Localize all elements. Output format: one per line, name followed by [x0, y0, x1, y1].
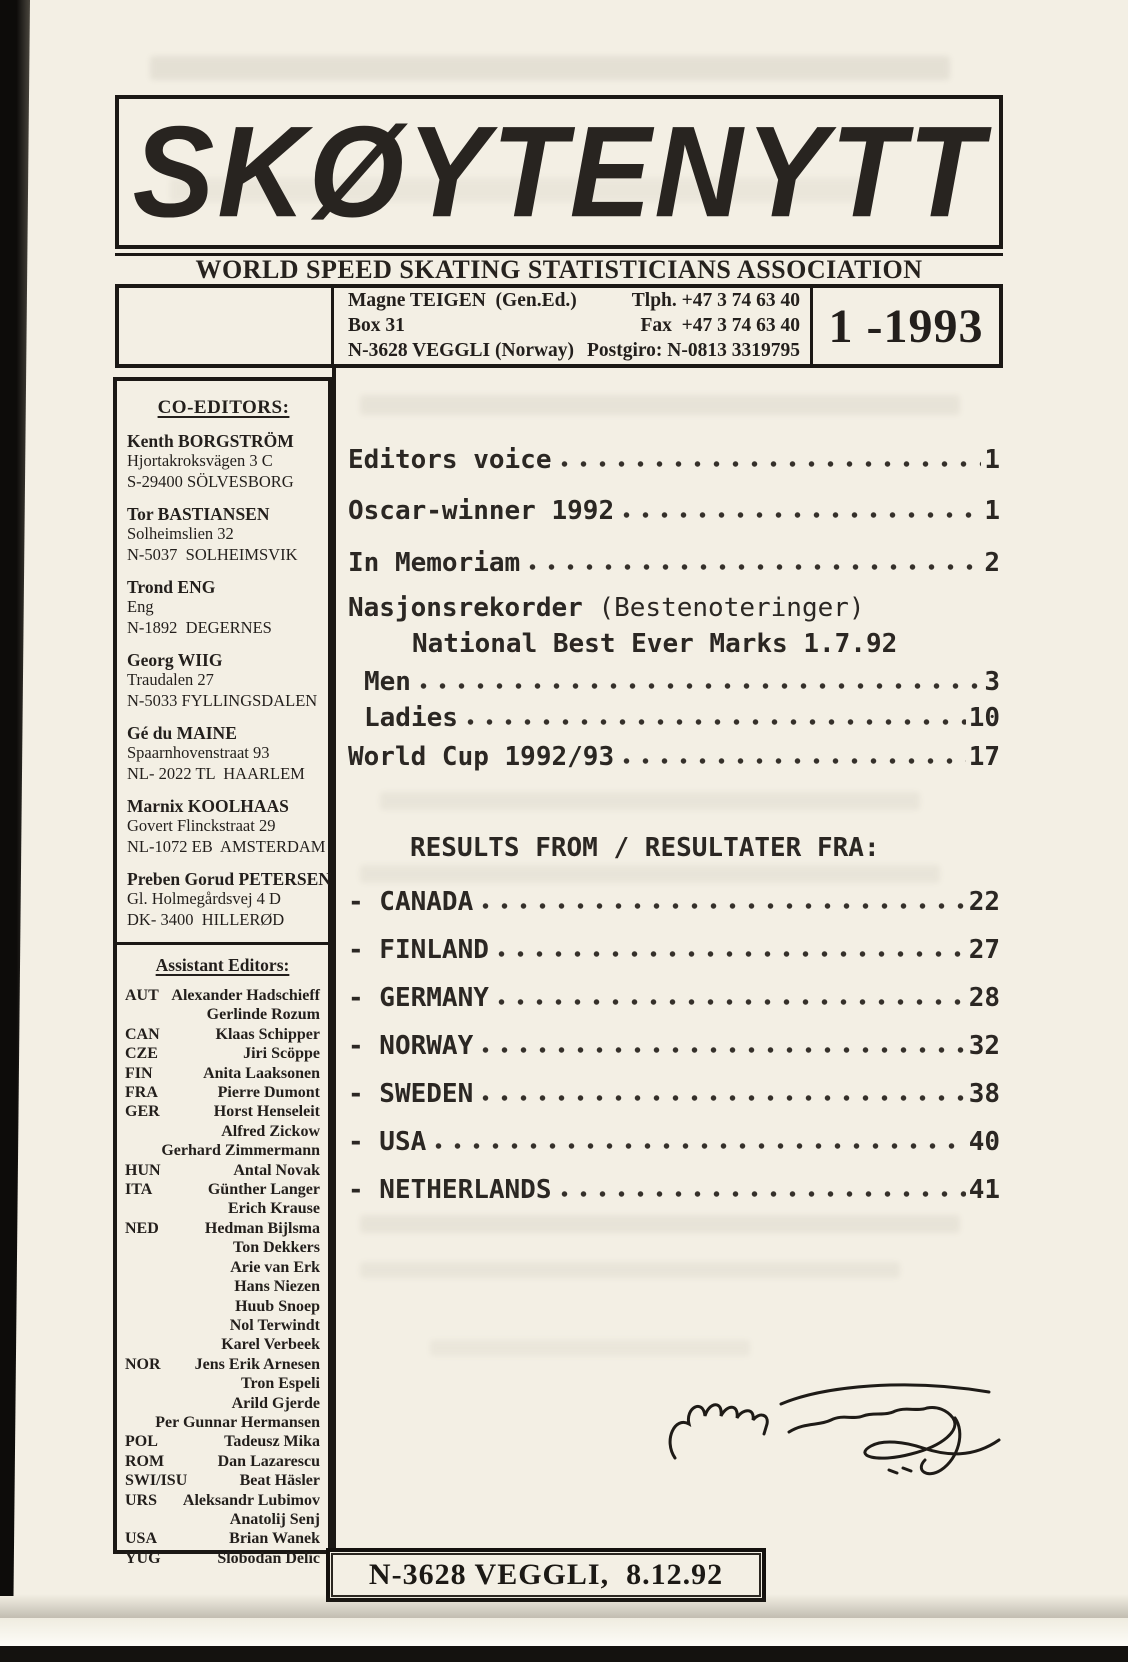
toc-page-number: 1 [984, 445, 1000, 475]
assistant-editor-row [125, 1471, 320, 1490]
co-editor-address: Eng [127, 597, 154, 616]
dot-leader [617, 495, 981, 528]
co-editor-name: Gé du MAINE [127, 723, 237, 743]
assistant-editor-row [125, 1180, 320, 1199]
toc-entry-label: Editors voice [348, 445, 552, 475]
assistant-editor-row [125, 1219, 320, 1238]
co-editors-heading: CO-EDITORS: [157, 397, 290, 418]
dot-leader [523, 547, 981, 580]
assistant-editor-name: Klaas Schipper [215, 1025, 320, 1043]
country-code: NED [125, 1219, 159, 1237]
dot-leader [617, 741, 966, 774]
assistant-editor-name: Hans Niezen [234, 1278, 320, 1296]
co-editor-address: Hjortakroksvägen 3 C [127, 451, 273, 470]
toc-entry-label: - CANADA [348, 887, 474, 917]
association-band [115, 253, 1003, 284]
scan-edge-bottom [0, 1646, 1128, 1662]
co-editor-address: Traudalen 27 [127, 670, 214, 689]
co-editor-address: N-1892 DEGERNES [127, 617, 272, 637]
toc-group-subtitle: National Best Ever Marks 1.7.92 [412, 629, 898, 659]
assistant-editor-row [125, 1529, 320, 1548]
assistant-editor-row [125, 1238, 320, 1257]
assistant-editor-name: Anatolij Senj [229, 1510, 320, 1528]
co-editor-entry [127, 650, 320, 711]
publisher-address-column [348, 289, 577, 363]
co-editor-entry [127, 723, 320, 784]
assistant-editor-row [125, 1452, 320, 1471]
assistant-editor-row [125, 1141, 320, 1160]
toc-page-number: 38 [968, 1079, 1000, 1109]
assistant-editor-name: Alfred Zickow [221, 1122, 320, 1140]
publisher-info-box [115, 284, 1003, 368]
editor-box: Box 31 [348, 315, 405, 336]
publisher-contact [334, 288, 813, 364]
dot-leader [429, 1126, 965, 1159]
assistant-editor-row [125, 1549, 320, 1568]
association-name: WORLD SPEED SKATING STATISTICIANS ASSOCIATION [195, 255, 923, 284]
assistant-editor-name: Brian Wanek [229, 1530, 320, 1548]
toc-page-number: 2 [984, 548, 1000, 578]
phone-line: Tlph. +47 3 74 63 40 [631, 290, 800, 311]
page-curl-shadow [0, 1594, 1128, 1620]
assistant-editor-name: Arild Gjerde [231, 1394, 320, 1412]
dot-leader [414, 666, 981, 699]
country-code: FRA [125, 1084, 158, 1102]
assistant-editor-name: Jiri Scöppe [243, 1045, 320, 1063]
assistant-editor-name: Jens Erik Arnesen [194, 1355, 320, 1373]
toc-page-number: 41 [968, 1175, 1000, 1205]
assistant-editor-name: Nol Terwindt [229, 1316, 320, 1334]
assistant-editor-row [125, 1199, 320, 1218]
toc-entry [348, 547, 1000, 580]
assistant-editor-row [125, 1025, 320, 1044]
editor-city: N-3628 VEGGLI (Norway) [348, 340, 575, 361]
issue-number: 1 -1993 [828, 299, 984, 353]
assistant-editor-row [125, 1258, 320, 1277]
assistant-editor-name: Gerhard Zimmermann [161, 1142, 320, 1160]
country-code: ROM [125, 1452, 165, 1470]
toc-entry [348, 444, 1000, 477]
country-code: ITA [125, 1181, 153, 1199]
co-editor-entry [127, 796, 326, 857]
co-editor-entry [127, 577, 320, 638]
country-code: POL [125, 1433, 158, 1451]
co-editor-entry [127, 504, 320, 565]
toc-entry-label: - SWEDEN [348, 1079, 474, 1109]
assistant-editor-row [125, 1510, 320, 1529]
co-editor-name: Tor BASTIANSEN [127, 504, 270, 524]
toc-result-entry [348, 1030, 1000, 1063]
co-editor-name: Marnix KOOLHAAS [127, 796, 289, 816]
scan-edge-left [0, 0, 30, 1596]
newsletter-title: SKØYTENYTT [132, 99, 986, 245]
toc-page-number: 28 [968, 983, 1000, 1013]
results-heading: RESULTS FROM / RESULTATER FRA: [410, 833, 880, 863]
dot-leader [476, 886, 965, 919]
toc-result-entry [348, 934, 1000, 967]
co-editor-entry [127, 869, 331, 930]
co-editor-address: Solheimslien 32 [127, 524, 234, 543]
assistant-editor-row [125, 1297, 320, 1316]
country-code: USA [125, 1530, 158, 1548]
toc-page-number: 40 [968, 1127, 1000, 1157]
empty-cell [119, 288, 334, 364]
assistant-editor-name: Gerlinde Rozum [206, 1006, 320, 1024]
toc-group-title [348, 592, 1000, 625]
assistant-editor-name: Günther Langer [207, 1181, 320, 1199]
dot-leader [492, 982, 966, 1015]
assistant-editor-row [125, 986, 320, 1005]
co-editor-address: DK- 3400 HILLERØD [127, 909, 285, 929]
co-editor-name: Trond ENG [127, 577, 216, 597]
toc-page-number: 1 [984, 496, 1000, 526]
editors-sidebar [113, 377, 332, 1567]
toc-entry [348, 741, 1000, 774]
group-title-main: Nasjonsrekorder [348, 593, 583, 623]
assistant-editor-name: Beat Häsler [239, 1472, 320, 1490]
handwritten-signature [655, 1360, 1020, 1495]
toc-entry-label: - NETHERLANDS [348, 1175, 552, 1205]
toc-page-number: 3 [984, 667, 1000, 697]
country-code: FIN [125, 1064, 153, 1082]
co-editor-address: N-5037 SOLHEIMSVIK [127, 544, 298, 564]
assistant-editor-row [125, 1335, 320, 1354]
toc-page-number: 10 [968, 703, 1000, 733]
country-code: CZE [125, 1045, 158, 1063]
toc-entry-label: Men [364, 667, 411, 697]
toc-entry-label: Oscar-winner 1992 [348, 496, 615, 526]
assistant-editor-row [125, 1394, 320, 1413]
toc-page-number: 27 [968, 935, 1000, 965]
country-code: URS [125, 1491, 158, 1509]
toc-result-entry [348, 886, 1000, 919]
dateline-text: N-3628 VEGGLI, 8.12.92 [368, 1558, 724, 1591]
co-editor-address: Govert Flinckstraat 29 [127, 816, 276, 835]
co-editor-name: Kenth BORGSTRÖM [127, 431, 294, 451]
assistant-editor-row [125, 1102, 320, 1121]
assistant-editor-row [125, 1005, 320, 1024]
toc-result-entry [348, 1078, 1000, 1111]
assistant-editor-name: Aleksandr Lubimov [182, 1491, 320, 1509]
country-code: CAN [125, 1025, 160, 1043]
co-editor-address: N-5033 FYLLINGSDALEN [127, 690, 318, 710]
dot-leader [492, 934, 966, 967]
assistant-editor-name: Antal Novak [233, 1161, 320, 1179]
assistant-editor-name: Tadeusz Mika [224, 1433, 320, 1451]
toc-page-number: 17 [968, 742, 1000, 772]
page-edge [0, 1618, 1128, 1646]
fax-line: Fax +47 3 74 63 40 [640, 315, 800, 336]
toc-entry-label: - NORWAY [348, 1031, 474, 1061]
toc-entry [348, 702, 1000, 735]
masthead-box [115, 95, 1003, 249]
co-editor-address: NL- 2022 TL HAARLEM [127, 763, 305, 783]
toc-entry [348, 495, 1000, 528]
assistant-editor-row [125, 1161, 320, 1180]
country-code: NOR [125, 1355, 161, 1373]
assistant-editor-row [125, 1374, 320, 1393]
group-title-paren: (Bestenoteringer) [598, 593, 865, 623]
signature-drawing [655, 1360, 1020, 1495]
co-editor-name: Preben Gorud PETERSEN [127, 869, 331, 889]
co-editor-address: S-29400 SÖLVESBORG [127, 471, 294, 491]
assistant-editor-name: Alexander Hadschieff [171, 987, 320, 1004]
dot-leader [555, 444, 982, 477]
assistant-editor-name: Slobodan Delic [217, 1549, 320, 1567]
toc-entry [348, 666, 1000, 699]
toc-result-entry [348, 982, 1000, 1015]
co-editor-address: Spaarnhovenstraat 93 [127, 743, 270, 762]
toc-result-entry [348, 1126, 1000, 1159]
assistant-editors-heading: Assistant Editors: [155, 955, 290, 975]
country-code: HUN [125, 1161, 161, 1179]
bleed-through [150, 56, 950, 80]
publisher-phone-column [587, 289, 800, 363]
assistant-editor-name: Dan Lazarescu [217, 1452, 320, 1470]
assistant-editor-name: Huub Snoep [235, 1297, 320, 1315]
toc-entry-label: - USA [348, 1127, 427, 1157]
assistant-editor-row [125, 1122, 320, 1141]
country-code: SWI/ISU [125, 1472, 188, 1490]
toc-result-entry [348, 1174, 1000, 1207]
postgiro-line: Postgiro: N-0813 3319795 [586, 340, 800, 361]
editor-name: Magne TEIGEN (Gen.Ed.) [348, 290, 577, 311]
assistant-editor-name: Karel Verbeek [221, 1336, 320, 1354]
assistant-editor-row [125, 1064, 320, 1083]
dot-leader [461, 702, 966, 735]
toc-page-number: 22 [968, 887, 1000, 917]
assistant-editor-row [125, 1432, 320, 1451]
co-editor-name: Georg WIIG [127, 650, 223, 670]
assistant-editor-name: Per Gunnar Hermansen [155, 1413, 320, 1431]
country-code: GER [125, 1103, 160, 1121]
country-code: YUG [125, 1549, 161, 1567]
toc-entry-label: In Memoriam [348, 548, 521, 578]
assistant-editor-row [125, 1491, 320, 1510]
assistant-editor-row [125, 1316, 320, 1335]
assistant-editor-name: Arie van Erk [230, 1258, 320, 1276]
toc-entry-label: - GERMANY [348, 983, 489, 1013]
assistant-editors-section [117, 942, 328, 1568]
dot-leader [476, 1078, 965, 1111]
toc-entry-label: World Cup 1992/93 [348, 742, 615, 772]
assistant-editor-row [125, 1413, 320, 1432]
co-editor-entry [127, 431, 320, 492]
toc-entry-label: Ladies [364, 703, 458, 733]
assistant-editor-name: Tron Espeli [241, 1375, 320, 1393]
assistant-editor-name: Ton Dekkers [233, 1239, 320, 1257]
assistant-editor-name: Anita Laaksonen [203, 1064, 320, 1082]
assistant-editor-name: Horst Henseleit [213, 1103, 320, 1121]
co-editors-section [117, 381, 331, 942]
assistant-editor-name: Pierre Dumont [217, 1084, 320, 1102]
dot-leader [476, 1030, 965, 1063]
country-code: AUT [125, 987, 159, 1004]
co-editor-address: Gl. Holmegårdsvej 4 D [127, 889, 281, 908]
assistant-editor-row [125, 1044, 320, 1063]
co-editor-address: NL-1072 EB AMSTERDAM [127, 836, 326, 856]
assistant-editor-name: Hedman Bijlsma [204, 1219, 320, 1237]
assistant-editor-row [125, 1277, 320, 1296]
assistant-editor-row [125, 1083, 320, 1102]
assistant-editor-row [125, 1355, 320, 1374]
dot-leader [555, 1174, 966, 1207]
toc-page-number: 32 [968, 1031, 1000, 1061]
toc-entry-label: - FINLAND [348, 935, 489, 965]
assistant-editor-name: Erich Krause [228, 1200, 320, 1218]
